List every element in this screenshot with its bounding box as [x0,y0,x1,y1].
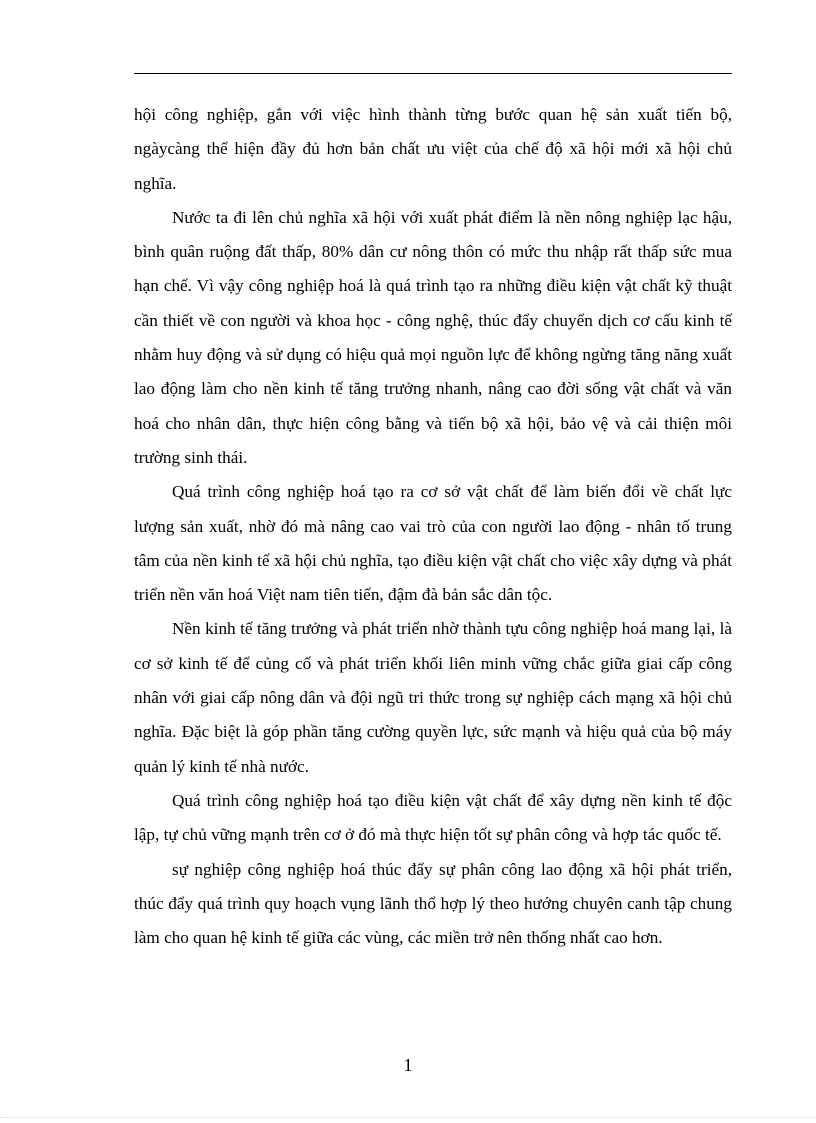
document-body [134,98,732,955]
paragraph-3: Quá trình công nghiệp hoá tạo ra cơ sở vật chất để làm biến đổi về chất lực lượng sản xuất, nhờ đó mà nâng cao vai trò của con người lao động - nhân tố trung tâm của nền kinh tế xã hội chủ nghĩa, tạo điều kiện vật chất cho việc xây dựng và phát triển nền văn hoá Việt nam tiên tiến, đậm đà bản sắc dân tộc. [134,482,732,605]
paragraph-5: Quá trình công nghiệp hoá tạo điều kiện vật chất để xây dựng nền kinh tế độc lập, tự chủ vững mạnh trên cơ ở đó mà thực hiện tốt sự phân công và hợp tác quốc tế. [134,790,732,845]
header-rule [134,73,732,74]
paragraph-6: sự nghiệp công nghiệp hoá thúc đẩy sự phân công lao động xã hội phát triển, thúc đẩy quá trình quy hoạch vụng lãnh thổ hợp lý theo hướng chuyên canh tập chung làm cho quan hệ kinh tế giữa các vùng, các miền trở nên thống nhất cao hơn. [134,859,732,948]
paragraph-2: Nước ta đi lên chủ nghĩa xã hội với xuất phát điểm là nền nông nghiệp lạc hậu, bình quân ruộng đất thấp, 80% dân cư nông thôn có mức thu nhập rất thấp sức mua hạn chế. Vì vậy công nghiệp hoá là quá trình tạo ra những điều kiện vật chất kỹ thuật cần thiết về con người và khoa học - công nghệ, thúc đẩy chuyển dịch cơ cấu kinh tế nhằm huy động và sử dụng có hiệu quả mọi nguồn lực để không ngừng tăng năng xuất lao động làm cho nền kinh tế tăng trưởng nhanh, nâng cao đời sống vật chất và văn hoá cho nhân dân, thực hiện công bằng và tiến bộ xã hội, bảo vệ và cải thiện môi trường sinh thái. [134,207,732,467]
paragraph-4: Nền kinh tế tăng trưởng và phát triển nhờ thành tựu công nghiệp hoá mang lại, là cơ sở kinh tế để củng cố và phát triển khối liên minh vững chắc giữa giai cấp công nhân với giai cấp nông dân và đội ngũ tri thức trong sự nghiệp cách mạng xã hội chủ nghĩa. Đặc biệt là góp phần tăng cường quyền lực, sức mạnh và hiệu quả của bộ máy quản lý kinh tế nhà nước. [134,619,732,776]
paragraph-1: hội công nghiệp, gắn với việc hình thành từng bước quan hệ sản xuất tiến bộ, ngàycàng thể hiện đầy đủ hơn bản chất ưu việt của chế độ xã hội mới xã hội chủ nghĩa. [134,105,732,193]
page-bottom-edge [0,1117,816,1118]
page-number: 1 [403,1055,413,1075]
